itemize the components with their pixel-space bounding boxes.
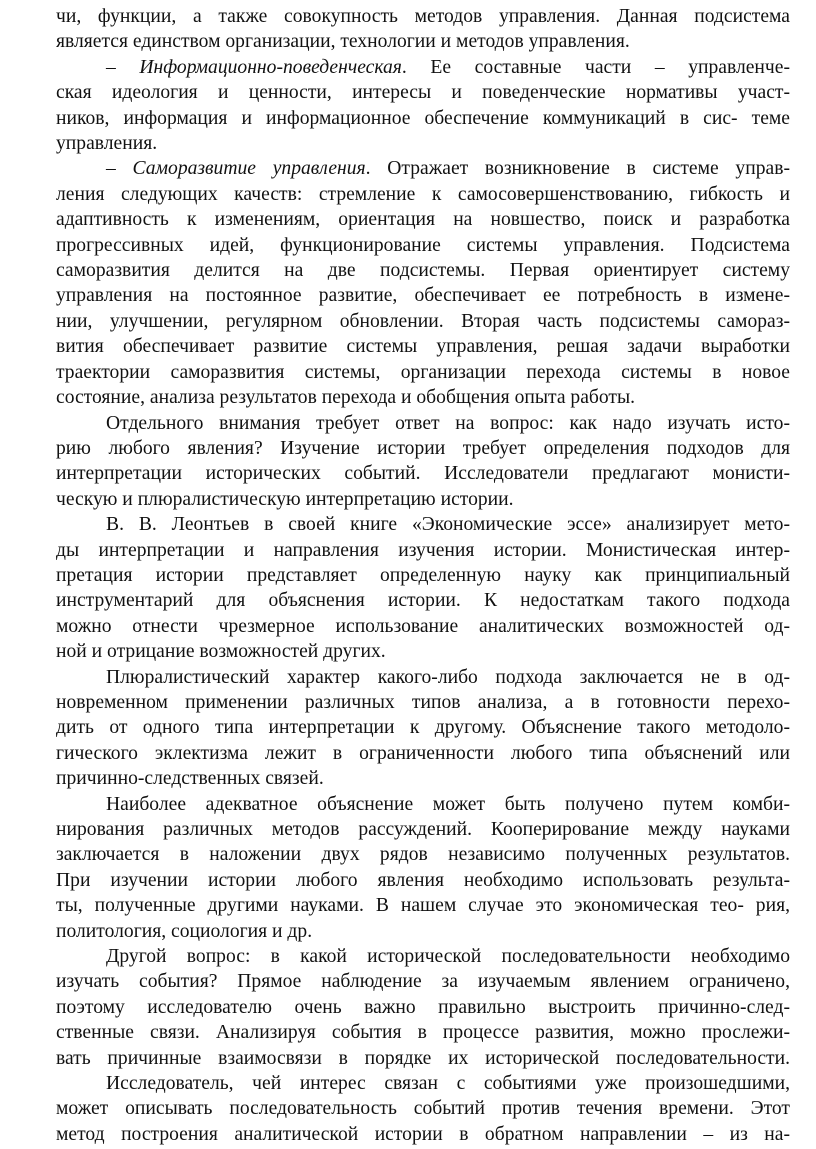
text-line: вать причинные взаимосвязи в порядке их исторической последовательности.	[56, 1047, 790, 1069]
line-text: . Ее составные части – управленче-	[401, 56, 790, 78]
text-line: ной и отрицание возможностей других.	[56, 641, 386, 663]
italic-term: Информационно-поведенческая	[139, 56, 402, 78]
text-line: новременном применении различных типов анализа, а в готовности перехо-	[56, 691, 790, 713]
text-line: ты, полученные другими науками. В нашем случае это экономическая тео- рия,	[56, 895, 790, 917]
text-line	[56, 156, 790, 181]
text-line: адаптивность к изменениям, ориентация на новшество, поиск и разработка	[56, 209, 790, 231]
text-line: прогрессивных идей, функционирование системы управления. Подсистема	[56, 234, 790, 256]
text-line: можно отнести чрезмерное использование аналитических возможностей од-	[56, 615, 790, 637]
text-line: Наиболее адекватное объяснение может быть получено путем комби-	[106, 793, 790, 815]
text-line	[56, 55, 790, 80]
text-line: нии, улучшении, регулярном обновлении. Вторая часть подсистемы самораз-	[56, 310, 790, 332]
text-line: является единством организации, технологии и методов управления.	[56, 31, 630, 53]
text-line: Исследователь, чей интерес связан с событиями уже произошедшими,	[106, 1073, 790, 1095]
text-line: интерпретации исторических событий. Исследователи предлагают монисти-	[56, 463, 790, 485]
text-line: гического эклектизма лежит в ограниченности любого типа объяснений или	[56, 742, 790, 764]
italic-term: Саморазвитие управления	[132, 158, 366, 180]
text-line: ды интерпретации и направления изучения истории. Монистическая интер-	[56, 539, 790, 561]
text-line: ников, информация и информационное обеспечение коммуникаций в сис- теме	[56, 107, 790, 129]
text-line: может описывать последовательность событий против течения времени. Этот	[56, 1098, 790, 1120]
text-line: ская идеология и ценности, интересы и поведенческие нормативы участ-	[56, 82, 790, 104]
document-page	[56, 4, 790, 1147]
text-line: нирования различных методов рассуждений. Кооперирование между науками	[56, 819, 790, 840]
text-line: ления следующих качеств: стремление к самосовершенствованию, гибкость и	[56, 183, 790, 205]
text-line: изучать события? Прямое наблюдение за изучаемым явлением ограничено,	[56, 971, 790, 993]
text-line: Другой вопрос: в какой исторической последовательности необходимо	[106, 946, 790, 968]
text-line: поэтому исследователю очень важно правильно выстроить причинно-след-	[56, 996, 790, 1018]
line-prefix: –	[106, 158, 133, 180]
text-line: Отдельного внимания требует ответ на вопрос: как надо изучать исто-	[106, 412, 790, 434]
line-text: . Отражает возникновение в системе управ-	[365, 158, 790, 180]
text-line: метод построения аналитической истории в обратном направлении – из на-	[56, 1123, 790, 1145]
text-line: рию любого явления? Изучение истории требует определения подходов для	[56, 437, 790, 459]
text-line: политология, социология и др.	[56, 920, 313, 942]
text-line: вития обеспечивает развитие системы управления, решая задачи выработки	[56, 336, 790, 358]
text-line: В. В. Леонтьев в своей книге «Экономические эссе» анализирует мето-	[106, 514, 790, 536]
text-line: состояние, анализа результатов перехода и обобщения опыта работы.	[56, 387, 636, 409]
text-line: При изучении истории любого явления необходимо использовать результа-	[56, 869, 790, 891]
text-line: заключается в наложении двух рядов независимо полученных результатов.	[56, 844, 790, 866]
line-prefix: –	[106, 56, 140, 78]
text-line: претация истории представляет определенную науку как принципиальный	[56, 564, 790, 586]
text-line: причинно-следственных связей.	[56, 768, 324, 790]
text-line: инструментарий для объяснения истории. К недостаткам такого подхода	[56, 590, 790, 612]
text-line: управления.	[56, 133, 158, 155]
text-line: управления на постоянное развитие, обеспечивает ее потребность в измене-	[56, 285, 790, 307]
text-line: траектории саморазвития системы, организации перехода системы в новое	[56, 361, 790, 383]
text-line: ственные связи. Анализируя события в процессе развития, можно прослежи-	[56, 1022, 790, 1044]
text-line: дить от одного типа интерпретации к другому. Объяснение такого методоло-	[56, 717, 790, 739]
text-line: ческую и плюралистическую интерпретацию истории.	[56, 488, 514, 510]
text-line: чи, функции, а также совокупность методов управления. Данная подсистема	[56, 6, 790, 27]
text-line: Плюралистический характер какого-либо подхода заключается не в од-	[106, 666, 790, 688]
text-line: саморазвития делится на две подсистемы. Первая ориентирует систему	[56, 260, 790, 282]
